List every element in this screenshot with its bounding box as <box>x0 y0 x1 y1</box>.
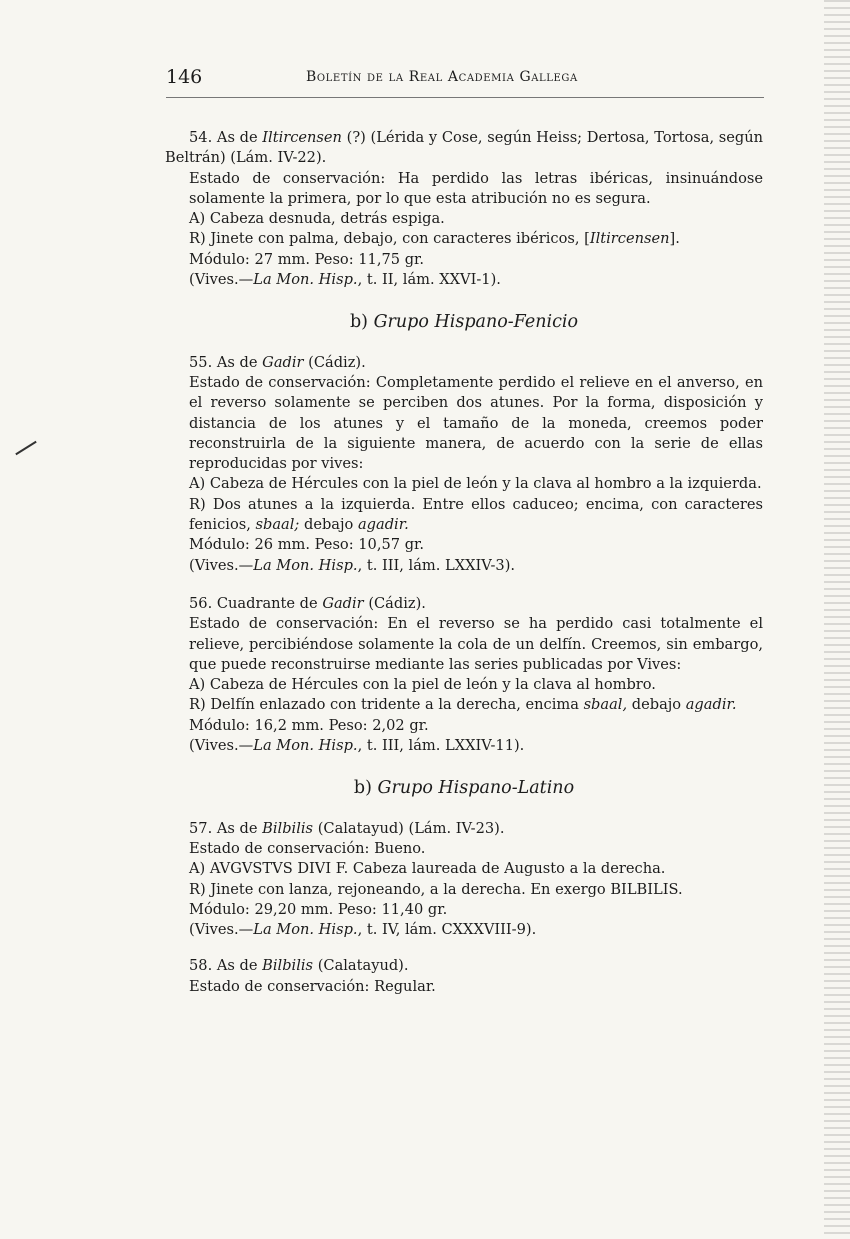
module-weight: Módulo: 27 mm. Peso: 11,75 gr. <box>189 250 425 268</box>
entry-intro <box>165 819 763 839</box>
margin-pen-mark <box>15 441 36 455</box>
entry-intro <box>165 594 763 614</box>
reference <box>165 920 763 940</box>
section-heading-hispano-latino <box>165 778 763 798</box>
page-body <box>165 128 763 997</box>
section-heading-hispano-fenicio <box>165 312 763 332</box>
reverse-legend: Iltircensen <box>589 230 670 248</box>
coin-type: As de <box>216 819 258 837</box>
spacer <box>165 576 763 594</box>
header-rule <box>166 97 764 98</box>
coin-entry-58 <box>165 956 763 997</box>
reference-locator: , t. II, lám. XXVI-1). <box>357 271 501 289</box>
entry-intro <box>165 353 763 373</box>
reverse-legend-top: sbaal; <box>255 516 300 534</box>
entry-location: (?) (Lérida y Cose, según Heiss; Dertosa, Tortosa, según Beltrán) (Lám. IV-22). <box>165 129 764 167</box>
reverse-description <box>165 229 763 249</box>
reference <box>165 270 763 290</box>
reverse-text-mid: debajo <box>631 696 682 714</box>
mint-name: Bilbilis <box>262 957 314 975</box>
reference-author: (Vives.— <box>189 921 254 939</box>
reverse-legend-top: sbaal, <box>583 696 628 714</box>
reverse-description <box>165 695 763 715</box>
reverse-text: R) Delfín enlazado con tridente a la derecha, encima <box>189 696 579 714</box>
section-title: Grupo Hispano-Latino <box>377 778 575 799</box>
reverse-description: R) Jinete con lanza, rejoneando, a la derecha. En exergo BILBILIS. <box>189 880 683 898</box>
spacer <box>165 940 763 956</box>
reference <box>165 556 763 576</box>
module-weight: Módulo: 16,2 mm. Peso: 2,02 gr. <box>189 716 429 734</box>
module-weight: Módulo: 26 mm. Peso: 10,57 gr. <box>189 536 425 554</box>
coin-entry-54 <box>165 128 763 290</box>
reference-work: La Mon. Hisp. <box>253 737 358 755</box>
obverse-description: A) Cabeza desnuda, detrás espiga. <box>189 210 445 228</box>
scanned-page-edge <box>824 0 850 1239</box>
reference-locator: , t. III, lám. LXXIV-11). <box>357 737 525 755</box>
module-weight: Módulo: 29,20 mm. Peso: 11,40 gr. <box>189 900 448 918</box>
reverse-text-mid: debajo <box>303 516 354 534</box>
coin-entry-55 <box>165 353 763 576</box>
entry-number: 56. <box>189 594 213 612</box>
reverse-text: R) Jinete con palma, debajo, con caracteres ibéricos, [ <box>189 230 590 248</box>
mint-name: Bilbilis <box>262 819 314 837</box>
coin-type: Cuadrante de <box>216 594 318 612</box>
reverse-legend-bottom: agadir. <box>685 696 737 714</box>
page-number: 146 <box>166 66 203 88</box>
reference-author: (Vives.— <box>189 737 254 755</box>
conservation-state: Estado de conservación: Bueno. <box>189 839 426 857</box>
coin-entry-57 <box>165 819 763 941</box>
reference-locator: , t. III, lám. LXXIV-3). <box>357 556 516 574</box>
reverse-text: R) Dos atunes a la izquierda. Entre ellos caduceo; encima, con caracteres fenicios, <box>189 495 763 534</box>
obverse-description: A) Cabeza de Hércules con la piel de león y la clava al hombro a la izquierda. <box>189 475 762 493</box>
page-header <box>166 66 764 94</box>
conservation-state: Estado de conservación: Completamente perdido el relieve en el anverso, en el reverso solamente se perciben dos atunes. Por la forma, disposición y distancia de los atunes y el tamaño de la moneda, creemos poder reconstruirla de la siguiente manera, de acuerdo con la serie de ellas reproducidas por vives: <box>189 373 763 473</box>
entry-location: (Calatayud) (Lám. IV-23). <box>317 819 505 837</box>
entry-number: 54. <box>189 129 213 146</box>
reverse-text-end: ]. <box>669 230 680 248</box>
conservation-state: Estado de conservación: En el reverso se ha perdido casi totalmente el relieve, percibiéndose solamente la cola de un delfín. Creemos, sin embargo, que puede reconstruirse mediante las series publicadas por Vives: <box>189 615 763 673</box>
coin-entry-56 <box>165 594 763 756</box>
entry-intro <box>165 128 763 169</box>
entry-intro <box>165 956 763 976</box>
reference-work: La Mon. Hisp. <box>253 271 358 289</box>
coin-type: As de <box>216 353 258 371</box>
mint-name: Iltircensen <box>262 129 342 146</box>
reverse-description <box>165 495 763 536</box>
coin-type: As de <box>216 129 258 146</box>
obverse-description: A) AVGVSTVS DIVI F. Cabeza laureada de Augusto a la derecha. <box>189 860 666 878</box>
mint-name: Gadir <box>262 353 304 371</box>
conservation-state: Estado de conservación: Regular. <box>189 977 436 995</box>
entry-number: 55. <box>189 353 213 371</box>
entry-location: (Calatayud). <box>317 957 409 975</box>
section-letter: b) <box>349 312 368 333</box>
reference-author: (Vives.— <box>189 271 254 289</box>
reference <box>165 736 763 756</box>
coin-type: As de <box>216 957 258 975</box>
mint-name: Gadir <box>322 594 364 612</box>
entry-number: 57. <box>189 819 213 837</box>
obverse-description: A) Cabeza de Hércules con la piel de león y la clava al hombro. <box>189 676 656 694</box>
entry-location: (Cádiz). <box>308 353 366 371</box>
entry-location: (Cádiz). <box>368 594 426 612</box>
section-title: Grupo Hispano-Fenicio <box>373 312 579 333</box>
reverse-legend-bottom: agadir. <box>357 516 409 534</box>
reference-author: (Vives.— <box>189 556 254 574</box>
reference-work: La Mon. Hisp. <box>253 556 358 574</box>
running-title: Boletín de la Real Academia Gallega <box>306 69 578 85</box>
conservation-state: Estado de conservación: Ha perdido las letras ibéricas, insinuándose solamente la primera, por lo que esta atribución no es segura. <box>189 169 763 207</box>
reference-locator: , t. IV, lám. CXXXVIII-9). <box>357 921 537 939</box>
entry-number: 58. <box>189 957 213 975</box>
section-letter: b) <box>353 778 372 799</box>
reference-work: La Mon. Hisp. <box>253 921 358 939</box>
